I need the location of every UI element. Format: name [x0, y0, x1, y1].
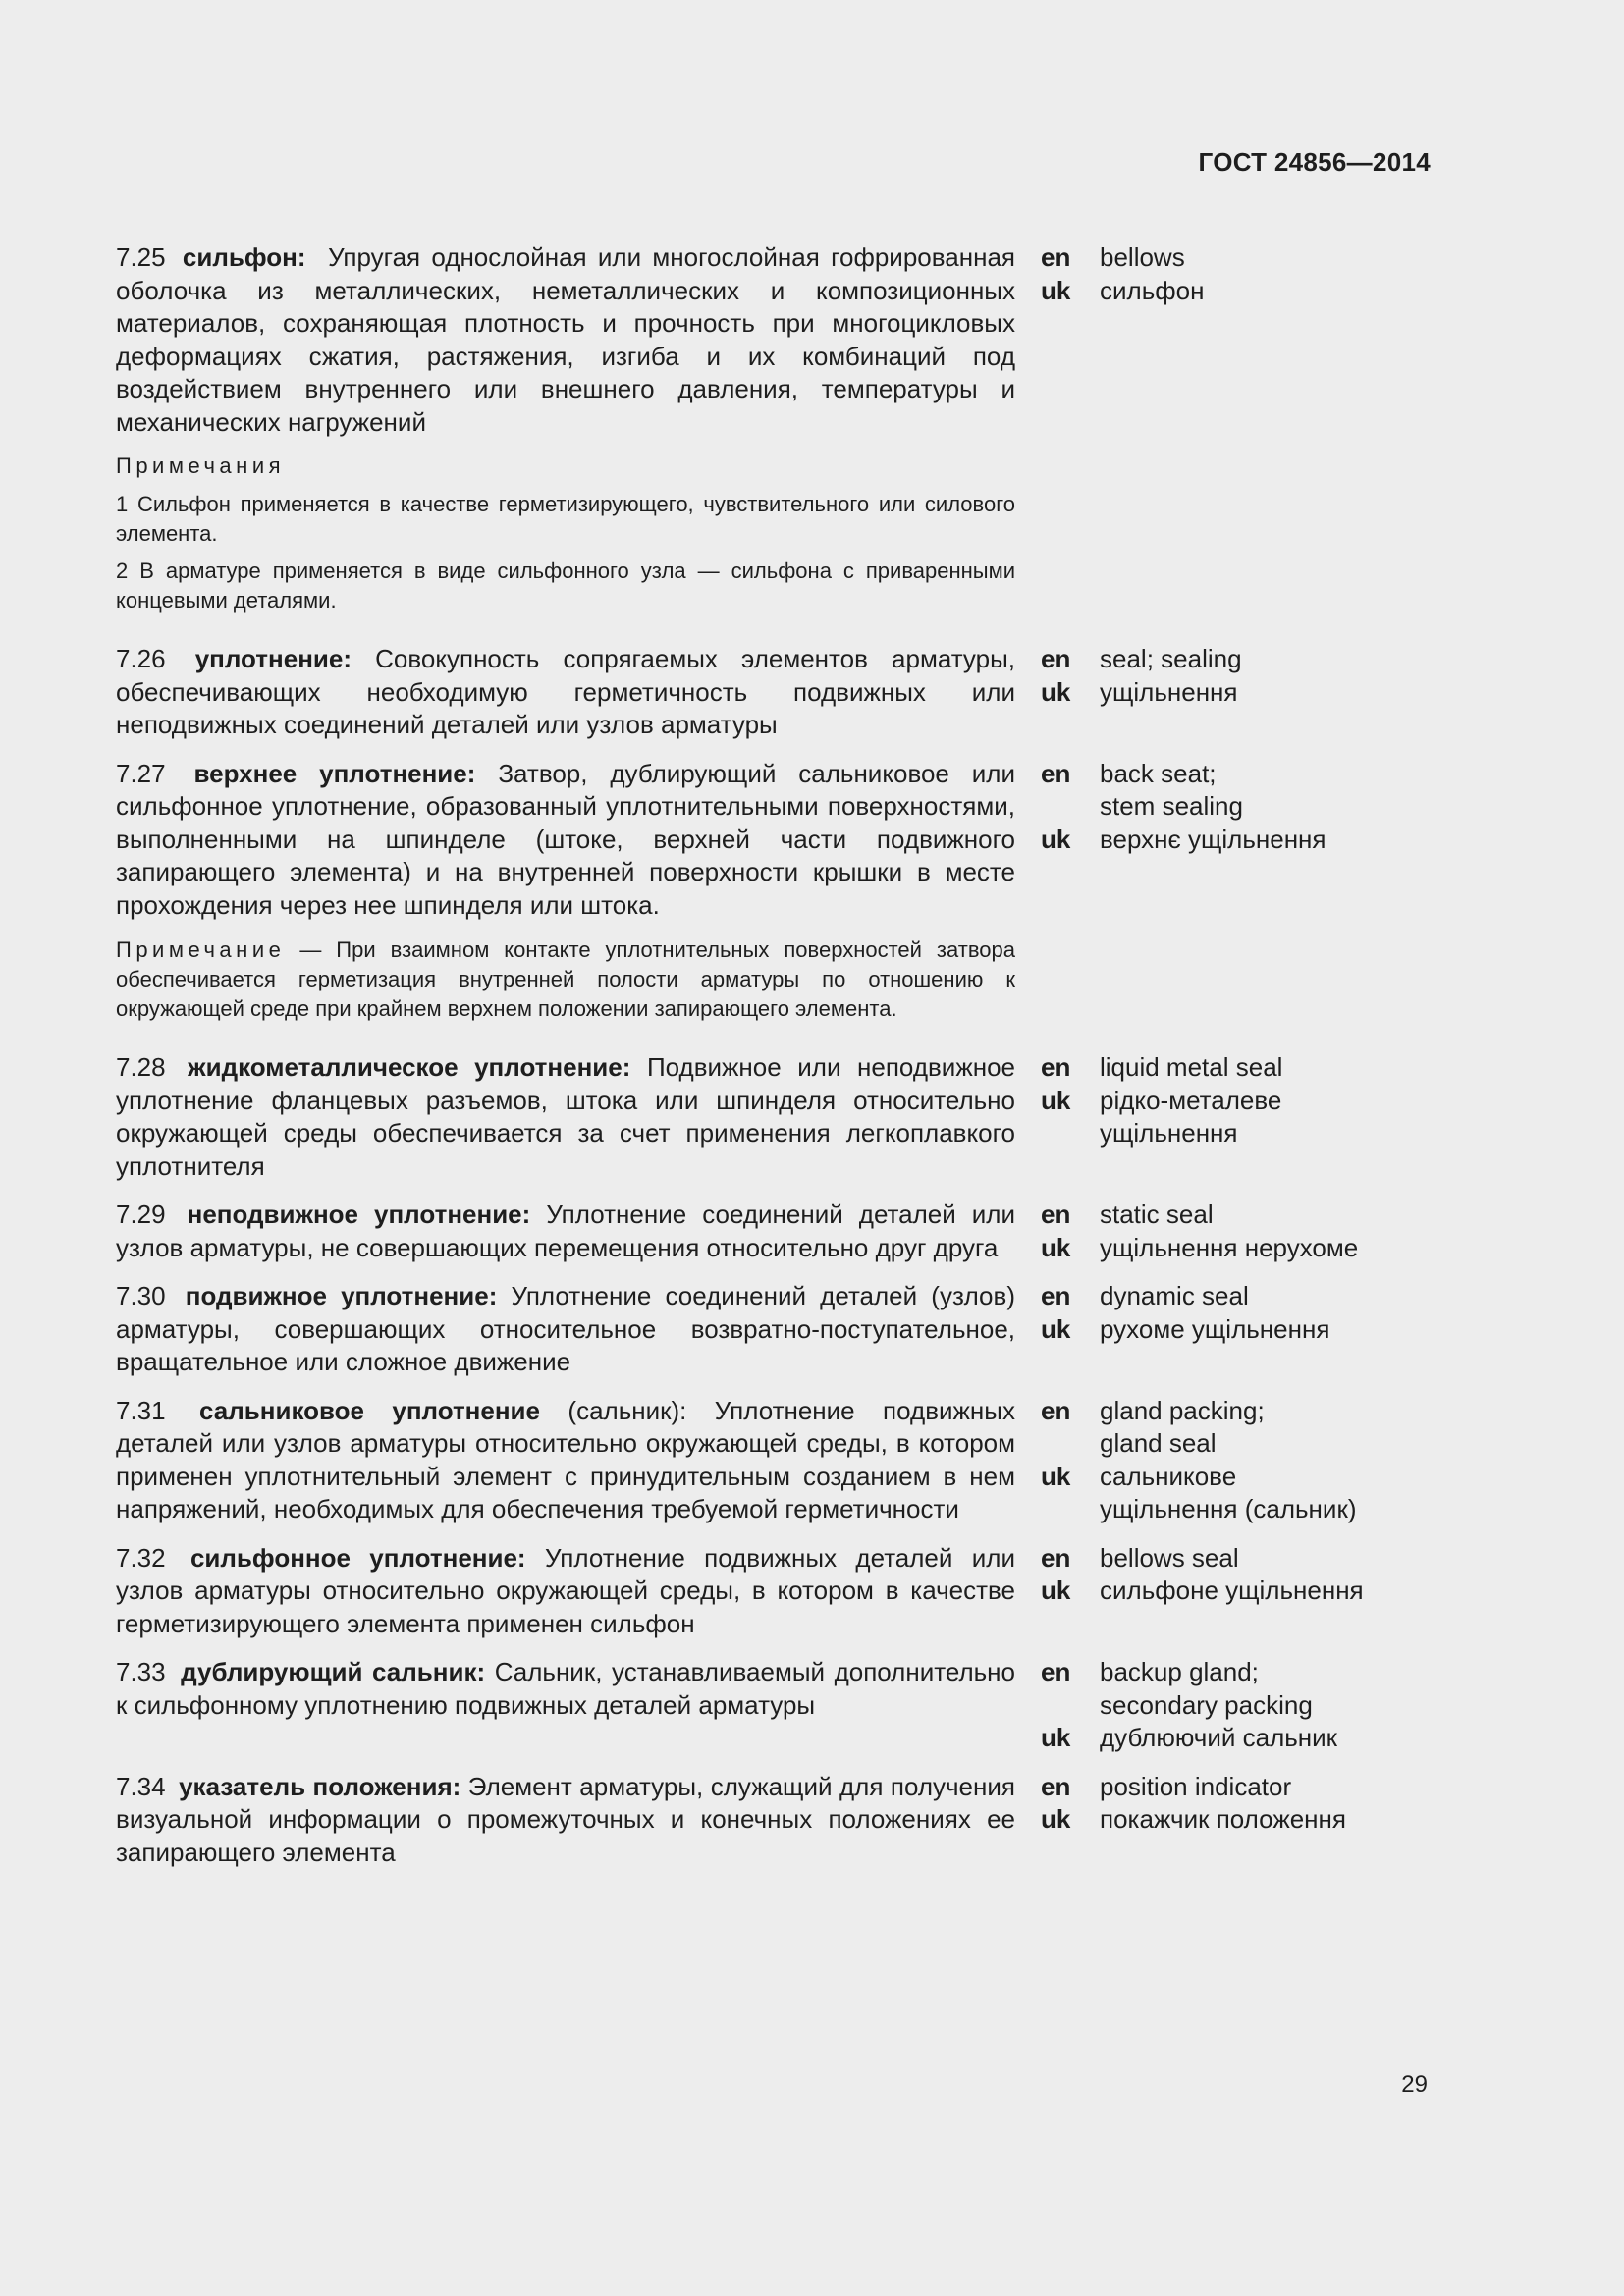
- term-column: [116, 1199, 1015, 1264]
- term-name: неподвижное уплотнение:: [187, 1200, 531, 1229]
- page-number: 29: [1401, 2071, 1428, 2098]
- translation-text: dynamic seal: [1100, 1281, 1249, 1310]
- note-label: Примечание: [116, 937, 286, 962]
- term-entry-7-31: [116, 1395, 1392, 1526]
- notes-title: Примечания: [116, 454, 286, 478]
- translation-text: ущільнення: [1100, 676, 1238, 707]
- definition-text: Затвор, дублирующий сальниковое или сильфонное уплотнение, образованный уплотнительными поверхностями, выполненными на шпинделе (штоке, верхней части подвижного запирающего элемента) и на внутренней поверхности крышки в месте прохождения через нее шпинделя или штока.: [116, 758, 1016, 920]
- translation-text: bellows seal: [1100, 1542, 1239, 1573]
- translation-text: seal; sealing: [1100, 644, 1242, 673]
- translation-uk: [1041, 275, 1394, 308]
- term-name: верхнее уплотнение:: [193, 758, 476, 788]
- translation-uk: [1041, 676, 1394, 710]
- translation-text: back seat;: [1100, 758, 1217, 788]
- lang-code-uk: uk: [1041, 676, 1071, 707]
- term-column: [116, 1656, 1015, 1722]
- term-column: [116, 758, 1015, 1033]
- term-column: [116, 241, 1015, 623]
- translation-text: static seal: [1100, 1200, 1214, 1229]
- note-item: [116, 935, 1015, 1024]
- lang-code-uk: uk: [1041, 1461, 1071, 1491]
- term-definition: [116, 1395, 1015, 1526]
- translation-column: [1041, 1051, 1394, 1150]
- translation-text: сильфон: [1100, 275, 1205, 305]
- lang-code-en: en: [1041, 1771, 1071, 1801]
- term-name: уплотнение:: [194, 644, 352, 673]
- note-text: — При взаимном контакте уплотнительных поверхностей затвора обеспечивается герметизация внутренней полости арматуры по отношению к окружающей среде при крайнем верхнем положении запирающего элемента.: [116, 937, 1015, 1021]
- term-number: 7.29: [116, 1200, 166, 1229]
- definition-text: Подвижное или неподвижное уплотнение фланцевых разъемов, штока или шпинделя относительно окружающей среды обеспечивается за счет применения легкоплавкого уплотнителя: [116, 1052, 1015, 1181]
- term-number: 7.26: [116, 644, 166, 673]
- translation-text: liquid metal seal: [1100, 1052, 1283, 1082]
- lang-code-en: en: [1041, 1542, 1071, 1573]
- translation-column: [1041, 241, 1394, 307]
- translation-column: [1041, 1199, 1394, 1264]
- lang-code-en: en: [1041, 644, 1071, 673]
- notes-block: [116, 935, 1015, 1024]
- definition-text: Уплотнение соединений деталей или узлов арматуры, не совершающих перемещения относительно друг друга: [116, 1200, 1016, 1262]
- term-entry-7-25: [116, 241, 1392, 623]
- definition-text: Уплотнение подвижных деталей или узлов арматуры относительно окружающей среды, в котором в качестве герметизирующего элемента применен сильфон: [116, 1542, 1015, 1638]
- translation-text: дублюючий сальник: [1100, 1723, 1338, 1752]
- notes-block: [116, 453, 1015, 615]
- term-entry-7-28: [116, 1051, 1392, 1183]
- translation-en: [1041, 1542, 1394, 1575]
- translation-text: ущільнення: [1100, 1118, 1238, 1148]
- term-definition: [116, 1656, 1015, 1722]
- lang-code-uk: uk: [1041, 275, 1071, 305]
- term-name: сальниковое уплотнение: [199, 1395, 540, 1425]
- translation-uk: [1041, 1313, 1394, 1347]
- lang-code-uk: uk: [1041, 1804, 1071, 1834]
- term-name: сильфон:: [182, 242, 306, 272]
- term-column: [116, 1771, 1015, 1870]
- term-entry-7-33: [116, 1656, 1392, 1755]
- translation-uk: [1041, 1461, 1394, 1526]
- term-definition: [116, 1199, 1015, 1264]
- lang-code-uk: uk: [1041, 1313, 1071, 1344]
- term-number: 7.33: [116, 1657, 166, 1686]
- term-column: [116, 1051, 1015, 1183]
- translation-text: покажчик положення: [1100, 1804, 1346, 1834]
- lang-code-uk: uk: [1041, 1085, 1071, 1115]
- lang-code-en: en: [1041, 758, 1071, 788]
- translation-column: [1041, 1280, 1394, 1346]
- translation-uk: [1041, 1085, 1394, 1150]
- term-number: 7.31: [116, 1395, 166, 1425]
- translation-en: [1041, 241, 1394, 275]
- definition-text: Совокупность сопрягаемых элементов арматуры, обеспечивающих необходимую герметичность подвижных или неподвижных соединений деталей или узлов арматуры: [116, 644, 1015, 739]
- translation-text: position indicator: [1100, 1771, 1292, 1801]
- translation-column: [1041, 1542, 1394, 1608]
- translation-uk: [1041, 824, 1394, 857]
- translation-en: [1041, 758, 1394, 824]
- translation-uk: [1041, 1722, 1394, 1755]
- lang-code-uk: uk: [1041, 1575, 1071, 1605]
- translation-text: gland seal: [1100, 1428, 1217, 1458]
- term-entry-7-32: [116, 1542, 1392, 1641]
- term-name: указатель положения:: [179, 1771, 461, 1801]
- term-number: 7.32: [116, 1542, 166, 1573]
- translation-text: верхнє ущільнення: [1100, 824, 1326, 854]
- term-entry-7-30: [116, 1280, 1392, 1379]
- translation-column: [1041, 1395, 1394, 1526]
- term-qualifier: (сальник):: [568, 1395, 687, 1425]
- translation-uk: [1041, 1575, 1394, 1608]
- note-item: 1 Сильфон применяется в качестве герметизирующего, чувствительного или силового элемента.: [116, 492, 1015, 546]
- translation-en: [1041, 643, 1394, 676]
- lang-code-uk: uk: [1041, 1723, 1071, 1752]
- term-definition: [116, 241, 1015, 439]
- note-item: 2 В арматуре применяется в виде сильфонного узла — сильфона с приваренными концевыми деталями.: [116, 559, 1015, 613]
- lang-code-en: en: [1041, 1200, 1071, 1229]
- translation-text: ущільнення (сальник): [1100, 1494, 1357, 1523]
- translation-column: [1041, 643, 1394, 709]
- definition-text: Упругая однослойная или многослойная гофрированная оболочка из металлических, неметаллических и композиционных материалов, сохраняющая плотность и прочность при многоцикловых деформациях сжатия, растяжения, изгиба и их комбинаций под воздействием внутреннего или внешнего давления, температуры и механических нагружений: [116, 242, 1015, 437]
- lang-code-uk: uk: [1041, 1232, 1071, 1262]
- document-header: ГОСТ 24856—2014: [1198, 147, 1431, 177]
- term-definition: [116, 758, 1015, 923]
- term-entry-7-34: [116, 1771, 1392, 1870]
- translation-en: [1041, 1656, 1394, 1722]
- term-name: сильфонное уплотнение:: [189, 1542, 526, 1573]
- translation-uk: [1041, 1803, 1394, 1837]
- translation-text: gland packing;: [1100, 1395, 1265, 1425]
- term-name: дублирующий сальник:: [181, 1657, 486, 1686]
- term-column: [116, 1542, 1015, 1641]
- translation-text: рідко-металеве: [1100, 1085, 1282, 1115]
- term-definition: [116, 643, 1015, 742]
- term-entry-7-26: [116, 643, 1392, 742]
- translation-en: [1041, 1051, 1394, 1085]
- translation-text: bellows: [1100, 242, 1185, 272]
- lang-code-en: en: [1041, 242, 1071, 272]
- term-column: [116, 1395, 1015, 1526]
- term-number: 7.27: [116, 758, 166, 788]
- term-definition: [116, 1051, 1015, 1183]
- translation-text: рухоме ущільнення: [1100, 1313, 1330, 1344]
- translation-text: stem sealing: [1100, 791, 1243, 821]
- definition-text: Элемент арматуры, служащий для получения визуальной информации о промежуточных и конечных положениях ее запирающего элемента: [116, 1771, 1015, 1867]
- term-definition: [116, 1542, 1015, 1641]
- definition-text: Уплотнение соединений деталей (узлов) арматуры, совершающих относительное возвратно-поступательное, вращательное или сложное движение: [116, 1281, 1015, 1376]
- term-entry-7-29: [116, 1199, 1392, 1264]
- translation-text: ущільнення нерухоме: [1100, 1232, 1359, 1262]
- lang-code-uk: uk: [1041, 824, 1071, 854]
- lang-code-en: en: [1041, 1657, 1071, 1686]
- translation-en: [1041, 1199, 1394, 1232]
- definition-text: Уплотнение подвижных деталей или узлов арматуры относительно окружающей среды, в котором применен уплотнительный элемент с принудительным созданием в нем напряжений, необходимых для обеспечения требуемой герметичности: [116, 1395, 1015, 1523]
- definition-text: Сальник, устанавливаемый дополнительно к сильфонному уплотнению подвижных деталей арматуры: [116, 1657, 1015, 1720]
- term-name: подвижное уплотнение:: [185, 1281, 498, 1310]
- term-entry-7-27: [116, 758, 1392, 1033]
- term-number: 7.30: [116, 1281, 166, 1310]
- term-number: 7.28: [116, 1052, 166, 1082]
- translation-column: [1041, 1771, 1394, 1837]
- lang-code-en: en: [1041, 1281, 1071, 1310]
- term-number: 7.34: [116, 1771, 166, 1801]
- translation-text: сильфоне ущільнення: [1100, 1575, 1364, 1605]
- term-definition: [116, 1280, 1015, 1379]
- term-column: [116, 643, 1015, 742]
- term-entries: [116, 241, 1392, 1885]
- translation-text: secondary packing: [1100, 1689, 1313, 1720]
- term-definition: [116, 1771, 1015, 1870]
- translation-column: [1041, 758, 1394, 857]
- term-name: жидкометаллическое уплотнение:: [188, 1052, 631, 1082]
- translation-en: [1041, 1280, 1394, 1313]
- translation-text: backup gland;: [1100, 1657, 1259, 1686]
- translation-text: сальникове: [1100, 1461, 1237, 1491]
- lang-code-en: en: [1041, 1395, 1071, 1425]
- lang-code-en: en: [1041, 1052, 1071, 1082]
- term-column: [116, 1280, 1015, 1379]
- translation-column: [1041, 1656, 1394, 1755]
- translation-en: [1041, 1771, 1394, 1804]
- term-number: 7.25: [116, 242, 166, 272]
- translation-uk: [1041, 1232, 1394, 1265]
- translation-en: [1041, 1395, 1394, 1461]
